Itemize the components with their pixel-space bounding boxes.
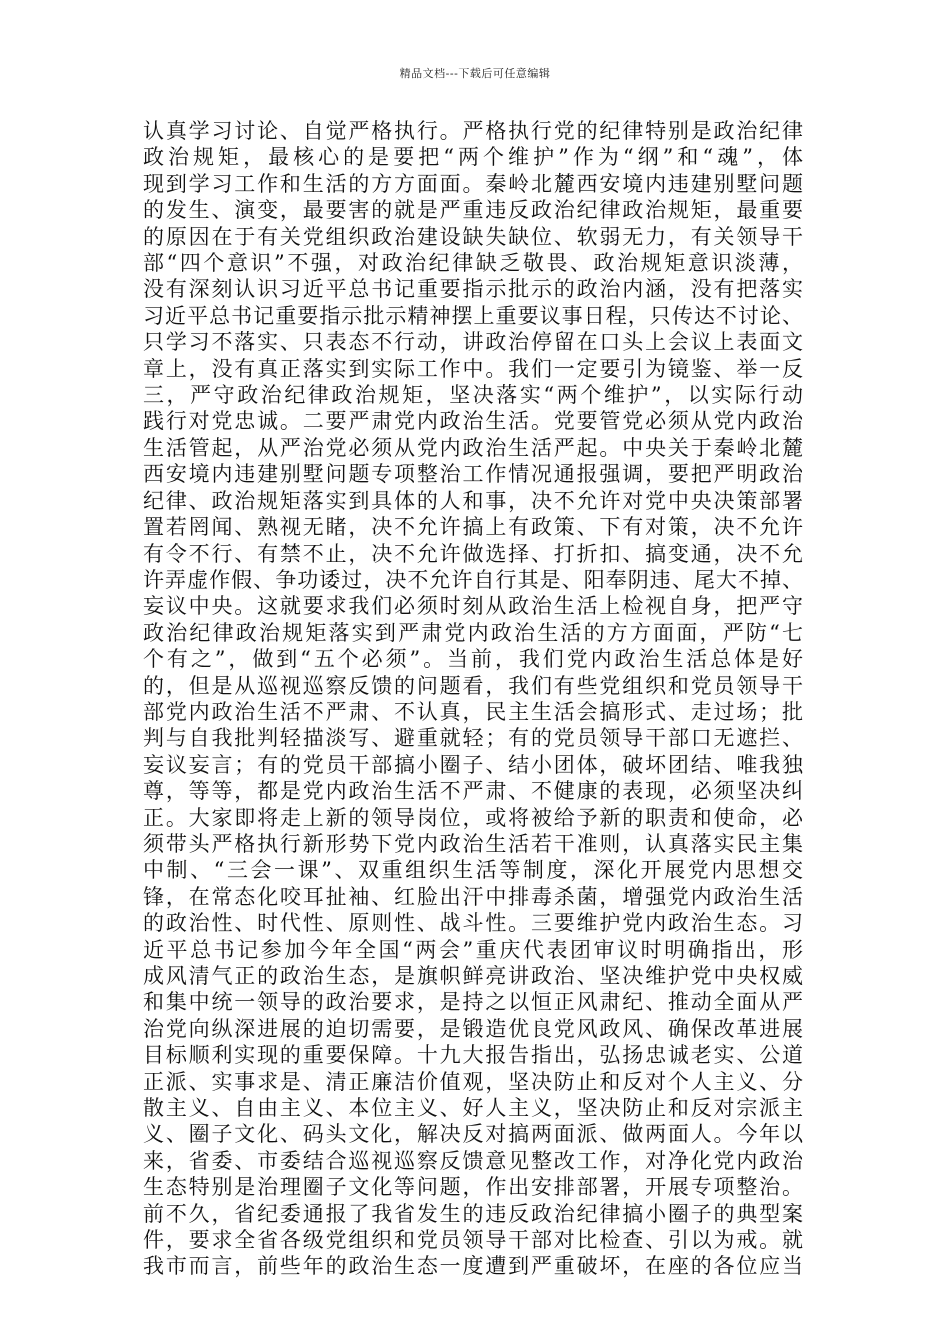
text-line: 部“四个意识”不强，对政治纪律缺乏敬畏、政治规矩意识淡薄， bbox=[143, 251, 803, 276]
text-line: 的政治性、时代性、原则性、战斗性。三要维护党内政治生态。习 bbox=[143, 911, 803, 936]
text-line: 践行对党忠诚。二要严肃党内政治生活。党要管党必须从党内政治 bbox=[143, 409, 803, 434]
text-line: 近平总书记参加今年全国“两会”重庆代表团审议时明确指出，形 bbox=[143, 937, 803, 962]
text-line: 认真学习讨论、自觉严格执行。严格执行党的纪律特别是政治纪律 bbox=[143, 119, 803, 143]
text-line: 治党向纵深进展的迫切需要，是锻造优良党风政风、确保改革进展 bbox=[143, 1016, 803, 1041]
text-line: 部党内政治生活不严肃、不认真，民主生活会搞形式、走过场；批 bbox=[143, 699, 803, 724]
text-line: 西安境内违建别墅问题专项整治工作情况通报强调，要把严明政治 bbox=[143, 462, 803, 487]
text-line: 政治纪律政治规矩落实到严肃党内政治生活的方方面面，严防“七 bbox=[143, 620, 803, 645]
text-line: 件，要求全省各级党组织和党员领导干部对比检查、引以为戒。就 bbox=[143, 1228, 803, 1253]
text-line: 生态特别是治理圈子文化等问题，作出安排部署，开展专项整治。 bbox=[143, 1175, 803, 1200]
text-line: 义、圈子文化、码头文化，解决反对搞两面派、做两面人。今年以 bbox=[143, 1122, 803, 1147]
text-line: 现到学习工作和生活的方方面面。秦岭北麓西安境内违建别墅问题 bbox=[143, 171, 803, 196]
text-line: 有令不行、有禁不止，决不允许做选择、打折扣、搞变通，决不允 bbox=[143, 541, 803, 566]
text-line: 须带头严格执行新形势下党内政治生活若干准则，认真落实民主集 bbox=[143, 831, 803, 856]
text-line: 的，但是从巡视巡察反馈的问题看，我们有些党组织和党员领导干 bbox=[143, 673, 803, 698]
text-line: 习近平总书记重要指示批示精神摆上重要议事日程，只传达不讨论、 bbox=[143, 303, 803, 328]
text-line: 散主义、自由主义、本位主义、好人主义，坚决防止和反对宗派主 bbox=[143, 1096, 803, 1121]
text-line: 判与自我批判轻描淡写、避重就轻；有的党员领导干部口无遮拦、 bbox=[143, 726, 803, 751]
text-line: 锋，在常态化咬耳扯袖、红脸出汗中排毒杀菌，增强党内政治生活 bbox=[143, 884, 803, 909]
text-line: 成风清气正的政治生态，是旗帜鲜亮讲政治、坚决维护党中央权威 bbox=[143, 964, 803, 988]
document-body bbox=[143, 118, 803, 1280]
text-line: 没有深刻认识习近平总书记重要指示批示的政治内涵，没有把落实 bbox=[143, 277, 803, 302]
page-header: 精品文档---下载后可任意编辑 bbox=[399, 67, 551, 80]
text-line: 个有之”，做到“五个必须”。当前，我们党内政治生活总体是好 bbox=[143, 647, 803, 672]
text-line: 中制、“三会一课”、双重组织生活等制度，深化开展党内思想交 bbox=[143, 858, 803, 883]
text-line: 前不久，省纪委通报了我省发生的违反政治纪律搞小圈子的典型案 bbox=[143, 1201, 803, 1226]
text-line: 三，严守政治纪律政治规矩，坚决落实“两个维护”，以实际行动 bbox=[143, 383, 803, 408]
text-line: 许弄虚作假、争功诿过，决不允许自行其是、阳奉阴违、尾大不掉、 bbox=[143, 567, 803, 592]
text-line: 目标顺利实现的重要保障。十九大报告指出，弘扬忠诚老实、公道 bbox=[143, 1043, 803, 1068]
text-line: 我市而言，前些年的政治生态一度遭到严重破坏，在座的各位应当 bbox=[143, 1254, 803, 1279]
text-line: 章上，没有真正落实到实际工作中。我们一定要引为镜鉴、举一反 bbox=[143, 356, 803, 381]
text-line: 纪律、政治规矩落实到具体的人和事，决不允许对党中央决策部署 bbox=[143, 488, 803, 513]
text-line: 政治规矩，最核心的是要把“两个维护”作为“纲”和“魂”，体 bbox=[143, 145, 803, 170]
text-line: 正派、实事求是、清正廉洁价值观，坚决防止和反对个人主义、分 bbox=[143, 1069, 803, 1094]
text-line: 尊，等等，都是党内政治生活不严肃、不健康的表现，必须坚决纠 bbox=[143, 779, 803, 804]
text-line: 来，省委、市委结合巡视巡察反馈意见整改工作，对净化党内政治 bbox=[143, 1148, 803, 1173]
text-line: 生活管起，从严治党必须从党内政治生活严起。中央关于秦岭北麓 bbox=[143, 435, 803, 460]
text-line: 妄议中央。这就要求我们必须时刻从政治生活上检视自身，把严守 bbox=[143, 594, 803, 619]
text-line: 只学习不落实、只表态不行动，讲政治停留在口头上会议上表面文 bbox=[143, 330, 803, 355]
text-line: 的发生、演变，最要害的就是严重违反政治纪律政治规矩，最重要 bbox=[143, 198, 803, 223]
text-line: 的原因在于有关党组织政治建设缺失缺位、软弱无力，有关领导干 bbox=[143, 224, 803, 249]
text-line: 置若罔闻、熟视无睹，决不允许搞上有政策、下有对策，决不允许 bbox=[143, 515, 803, 540]
text-line: 妄议妄言；有的党员干部搞小圈子、结小团体，破坏团结、唯我独 bbox=[143, 752, 803, 777]
text-line: 正。大家即将走上新的领导岗位，或将被给予新的职责和使命，必 bbox=[143, 805, 803, 830]
text-line: 和集中统一领导的政治要求，是持之以恒正风肃纪、推动全面从严 bbox=[143, 990, 803, 1015]
